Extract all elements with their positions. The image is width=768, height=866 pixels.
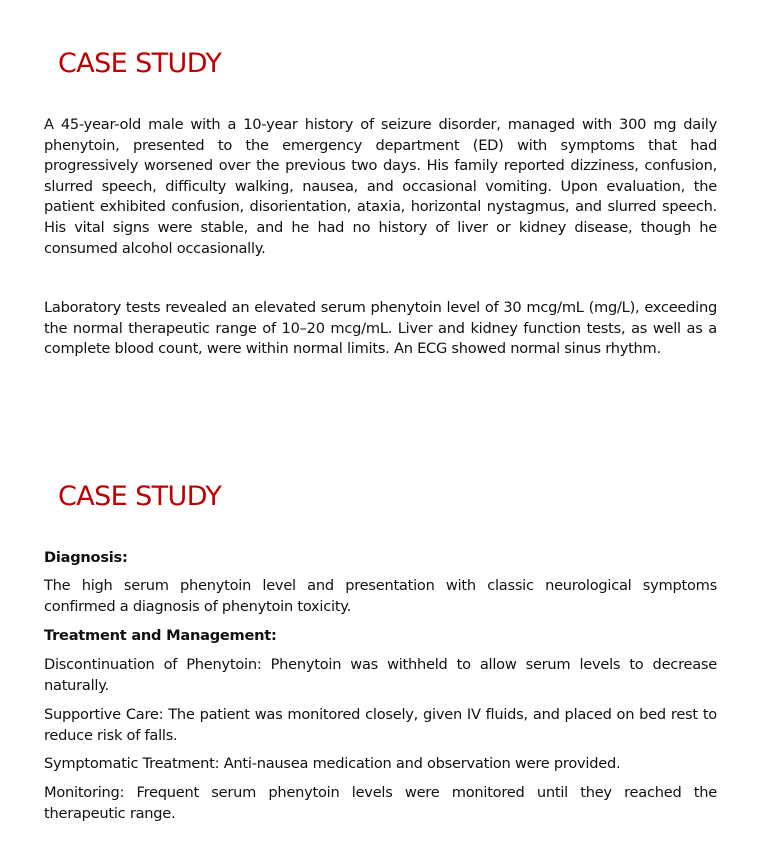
case-study-title-2: CASE STUDY bbox=[58, 481, 222, 512]
diagnosis-heading: Diagnosis: bbox=[44, 549, 128, 566]
treatment-heading: Treatment and Management: bbox=[44, 627, 277, 644]
diagnosis-text: The high serum phenytoin level and presentation with classic neurological symptoms confirmed a diagnosis of phenytoin toxicity. bbox=[44, 577, 717, 615]
treatment-item-symptomatic: Symptomatic Treatment: Anti-nausea medication and observation were provided. bbox=[44, 755, 621, 772]
treatment-item-discontinuation: Discontinuation of Phenytoin: Phenytoin was withheld to allow serum levels to decrease naturally. bbox=[44, 656, 717, 694]
lab-results-paragraph: Laboratory tests revealed an elevated serum phenytoin level of 30 mcg/mL (mg/L), exceeding the normal therapeutic range of 10–20 mcg/mL. Liver and kidney function tests, as well as a complete blood count, were within normal limits. An ECG showed normal sinus rhythm. bbox=[44, 299, 717, 358]
case-study-title-1: CASE STUDY bbox=[58, 48, 222, 79]
treatment-item-monitoring: Monitoring: Frequent serum phenytoin levels were monitored until they reached the therapeutic range. bbox=[44, 784, 717, 822]
case-description-paragraph: A 45-year-old male with a 10-year history of seizure disorder, managed with 300 mg daily phenytoin, presented to the emergency department (ED) with symptoms that had progressively worsened over the previous two days. His family reported dizziness, confusion, slurred speech, difficulty walking, nausea, and occasional vomiting. Upon evaluation, the patient exhibited confusion, disorientation, ataxia, horizontal nystagmus, and slurred speech. His vital signs were stable, and he had no history of liver or kidney disease, though he consumed alcohol occasionally. bbox=[44, 116, 717, 257]
treatment-item-supportive-care: Supportive Care: The patient was monitored closely, given IV fluids, and placed on bed rest to reduce risk of falls. bbox=[44, 706, 717, 744]
